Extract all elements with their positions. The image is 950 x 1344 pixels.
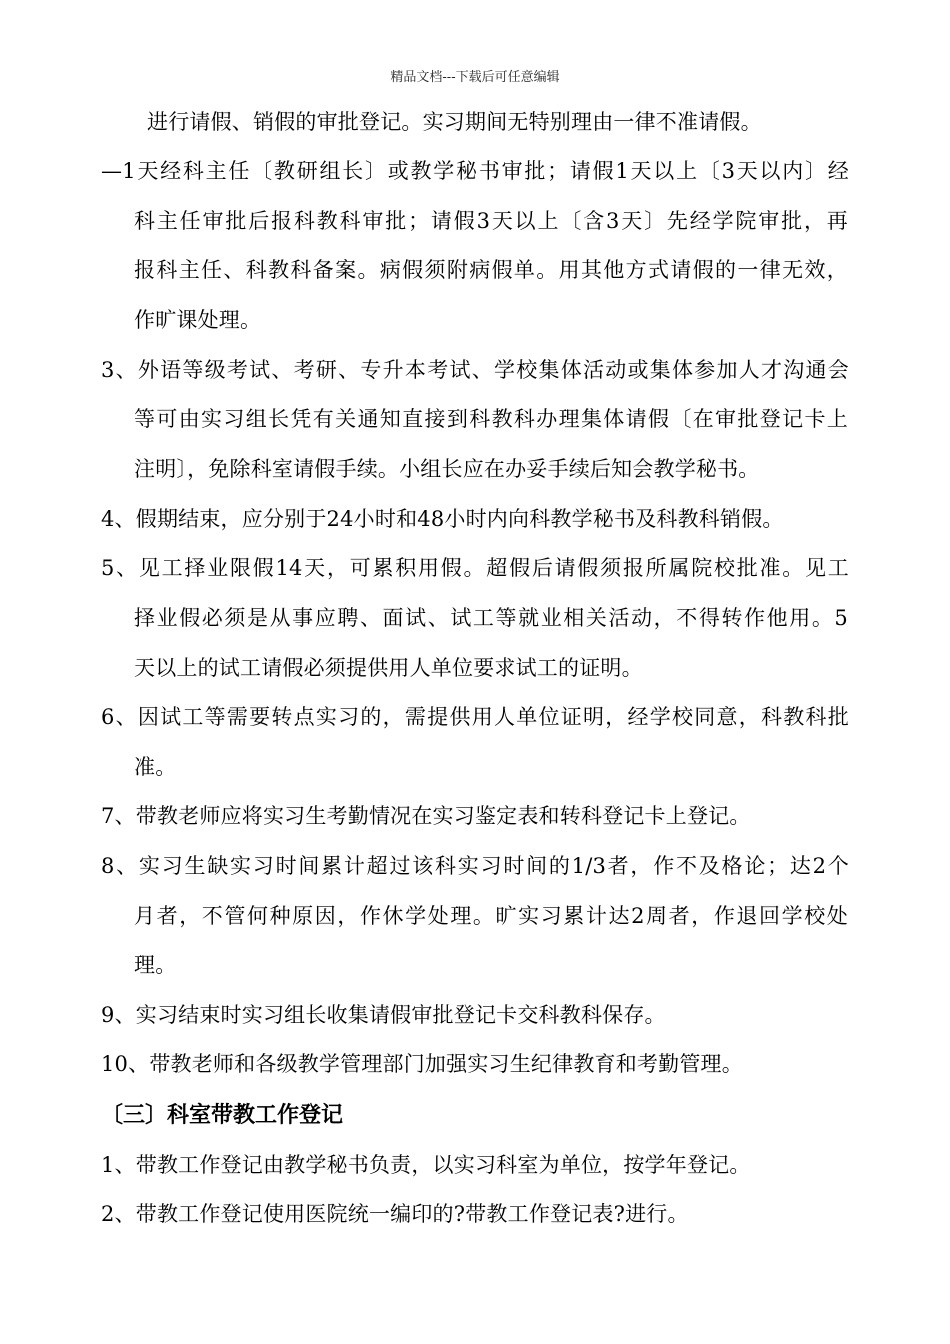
paragraph-line: 科主任审批后报科教科审批；请假3天以上〔含3天〕先经学院审批，再 <box>134 209 848 233</box>
list-item-4: 4、假期结束，应分别于24小时和48小时内向科教学秘书及科教科销假。 <box>101 507 784 531</box>
paragraph-line: 月者，不管何种原因，作休学处理。旷实习累计达2周者，作退回学校处 <box>134 904 848 928</box>
paragraph-line: 进行请假、销假的审批登记。实习期间无特别理由一律不准请假。 <box>147 110 762 134</box>
list-item-8: 8、实习生缺实习时间累计超过该科实习时间的1/3者，作不及格论；达2个 <box>101 854 849 878</box>
page-header: 精品文档---下载后可任意编辑 <box>390 70 560 85</box>
list-item-3: 3、外语等级考试、考研、专升本考试、学校集体活动或集体参加人才沟通会 <box>101 358 849 382</box>
list-item-6: 6、因试工等需要转点实习的，需提供用人单位证明，经学校同意，科教科批 <box>101 705 849 729</box>
paragraph-line: 天以上的试工请假必须提供用人单位要求试工的证明。 <box>134 656 643 680</box>
section-heading: 〔三〕科室带教工作登记 <box>101 1102 344 1128</box>
paragraph-line: 报科主任、科教科备案。病假须附病假单。用其他方式请假的一律无效， <box>134 258 848 282</box>
paragraph-line: 准。 <box>134 755 177 779</box>
list-item-7: 7、带教老师应将实习生考勤情况在实习鉴定表和转科登记卡上登记。 <box>101 804 751 828</box>
list-item-1: 1、带教工作登记由教学秘书负责，以实习科室为单位，按学年登记。 <box>101 1153 751 1177</box>
paragraph-line: —1天经科主任〔教研组长〕或教学秘书审批；请假1天以上〔3天以内〕经 <box>101 159 849 183</box>
paragraph-line: 作旷课处理。 <box>134 308 262 332</box>
paragraph-line: 理。 <box>134 953 177 977</box>
paragraph-line: 择业假必须是从事应聘、面试、试工等就业相关活动，不得转作他用。5 <box>134 606 848 630</box>
list-item-2: 2、带教工作登记使用医院统一编印的?带教工作登记表?进行。 <box>101 1202 689 1226</box>
paragraph-line: 等可由实习组长凭有关通知直接到科教科办理集体请假〔在审批登记卡上 <box>134 407 848 431</box>
paragraph-line: 注明〕，免除科室请假手续。小组长应在办妥手续后知会教学秘书。 <box>134 457 760 481</box>
list-item-10: 10、带教老师和各级教学管理部门加强实习生纪律教育和考勤管理。 <box>101 1052 743 1076</box>
list-item-9: 9、实习结束时实习组长收集请假审批登记卡交科教科保存。 <box>101 1003 666 1027</box>
list-item-5: 5、见工择业限假14天，可累积用假。超假后请假须报所属院校批准。见工 <box>101 556 849 580</box>
